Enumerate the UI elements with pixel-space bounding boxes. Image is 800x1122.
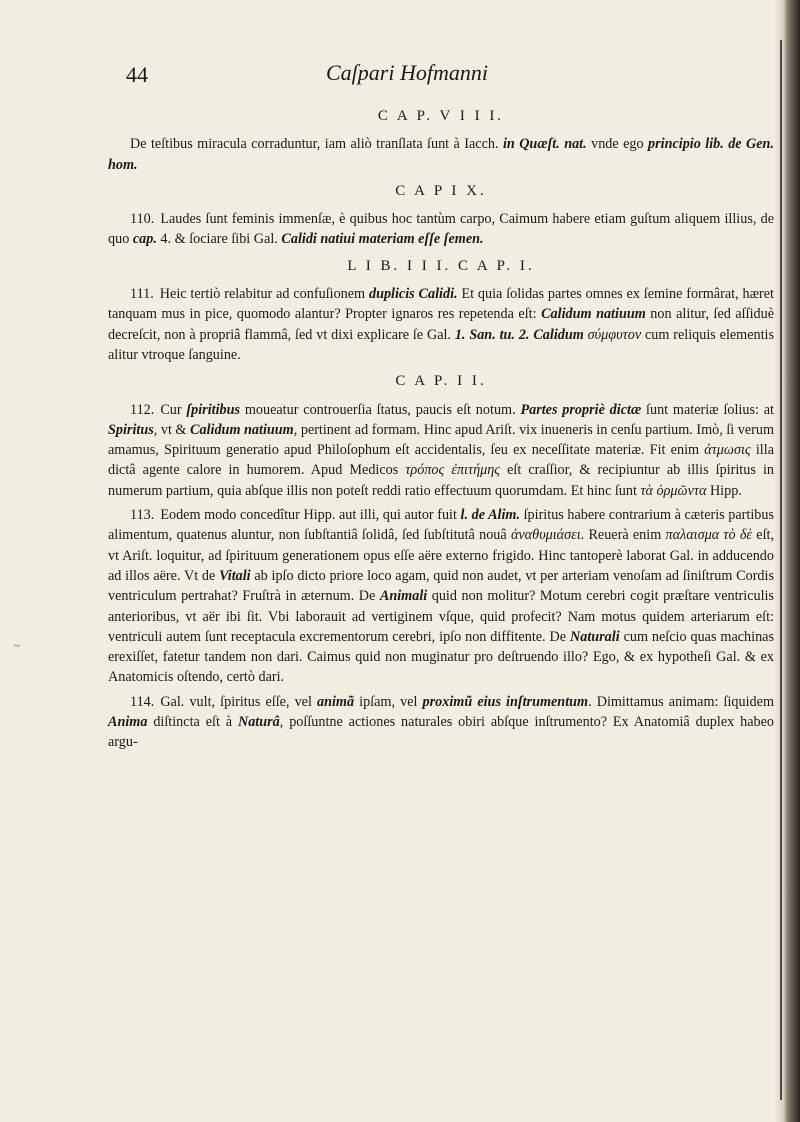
text-run: , poſſuntne actiones naturales obiri abſque inſtrumento? Ex Anatomiâ duplex habeo argu- [108, 714, 775, 751]
text-run: moueatur controuerſia ſtatus, paucis eſt notum. [240, 401, 521, 418]
italic-phrase: ſpiritibus [186, 401, 241, 418]
italic-phrase: Partes propriè dictæ [520, 401, 642, 418]
text-run: ſunt materiæ ſolius: at [641, 401, 774, 418]
paragraph-number: 113. [130, 507, 155, 524]
italic-phrase: Calidum [533, 326, 584, 343]
text-run: De teſtibus miracula corraduntur, iam aliò tranſlata ſunt à Iacch. [130, 136, 503, 153]
text-run: eſt craſſior, & recipiuntur ab illis ſpiritus in numerum partium, quia abſque illis non poteſt reddi ratio effectuum quorumdam. Et hinc ſunt [108, 462, 774, 499]
italic-phrase: proximũ eius inſtrumentum [422, 693, 589, 710]
italic-phrase: Naturâ [237, 714, 280, 731]
paragraph [108, 692, 774, 753]
text-run: Eodem modo concedîtur Hipp. aut illi, qui autor fuit [160, 507, 461, 524]
text-run: diſtincta eſt à [147, 714, 238, 731]
paragraph-number: 112. [130, 401, 155, 418]
greek-phrase: σύμφυτον [587, 326, 642, 343]
italic-phrase: Animali [379, 588, 428, 605]
greek-phrase: παλαισμα τὸ δὲ [665, 527, 753, 544]
italic-phrase: l. de Alim. [460, 507, 521, 524]
page-number: 44 [126, 62, 148, 87]
text-run: cum reliquis elementis alitur vtroque ſanguine. [108, 326, 775, 363]
text-run: Heic tertiò relabitur ad confuſionem [159, 286, 369, 303]
italic-phrase: Anima [108, 714, 148, 731]
italic-phrase: Calidum natiuum [541, 306, 646, 323]
text-run: illa dictâ agente calore in humorem. Apud Medicos [108, 442, 774, 479]
text-block [108, 100, 774, 757]
text-run: . Dimittamus animam: ſiquidem [588, 693, 774, 710]
greek-phrase: ἀτμωσις [704, 442, 751, 459]
italic-phrase: in Quæſt. nat. [502, 136, 587, 153]
text-run: eſt, vt Ariſt. loquitur, ad ſpirituum generationem opus eſſe aëre externo frigido. Hinc tantoperè laborat Gal. in adducendo ad illos aëre. Vt de [108, 527, 774, 584]
text-run: ipſam, vel [354, 693, 423, 710]
italic-phrase: Naturali [569, 628, 620, 645]
greek-phrase: τρόπος ἐπιτήμης [405, 462, 501, 479]
text-run: cum neſcio quas machinas erexiſſet, fatetur tandem non dari. Caimus quid non muginatur pro deſtruendo illo? Ego, & ex hypotheſi Gal. & ex Anatomicis oſtendo, certò dari. [108, 628, 774, 686]
text-run: ſpiritus habere contrarium à cæteris partibus alimentum, quatenus aluntur, non ſubſtantiâ ſolidâ, ſed ſubſtitutâ nouâ [108, 507, 774, 544]
italic-phrase: animã [317, 693, 355, 710]
text-run: . Reuerà enim [580, 527, 666, 544]
paragraph [108, 400, 774, 501]
chapter-heading: C A P. I I. [395, 373, 487, 390]
italic-phrase: 1. San. tu. 2. [454, 326, 530, 343]
text-run: non alitur, ſed aſſiduè decreſcit, non à propriâ flammâ, ſed vt dixi explicare ſe Gal. [108, 306, 774, 343]
paragraph-number: 111. [130, 286, 154, 303]
text-run: Et quia ſolidas partes omnes ex ſemine formârat, hæret tanquam mus in pice, quomodo alantur? Propter ignaros res repetenda eſt: [108, 286, 774, 323]
chapter-heading: C A P I X. [395, 182, 487, 199]
text-run: ab ipſo dicto priore loco agam, quid non audet, vt per arteriam venoſam ad ſiniſtrum Cordis ventriculum pertrahat? Fruſtrà in æternum. De [108, 567, 774, 605]
chapter-heading: C A P. V I I I. [377, 108, 505, 124]
running-title: Caſpari Hofmanni [326, 60, 488, 85]
text-run: quid non molitur? Motum cerebri cogit præſtare ventriculis anterioribus, vt aër ibi ſit. Vbi laborauit ad vertiginem vſque, quid profecit? Nam motus quidem arteriarum eſt: ventriculi autem ſunt receptacula excrementorum cerebri, ipſo non diffitente. De [108, 588, 774, 645]
greek-phrase: ἀναθυμιάσει [510, 527, 581, 544]
italic-phrase: duplicis Calidi. [368, 286, 458, 303]
italic-phrase: cap. [132, 231, 157, 248]
italic-phrase: Calidi natiui materiam eſſe ſemen. [281, 231, 484, 248]
text-run: Cur [160, 401, 187, 418]
text-run: vnde ego [586, 136, 649, 153]
text-run: , vt & [153, 421, 191, 438]
text-run: Laudes ſunt feminis immenſæ, è quibus hoc tantùm carpo, Caimum habere etiam guſtum aliquem illius, de quo [108, 211, 774, 248]
greek-phrase: τὰ ὁρμῶντα [640, 482, 707, 499]
margin-note: ~ [14, 640, 20, 652]
italic-phrase: Spiritus [108, 421, 154, 438]
paragraph-number: 110. [130, 211, 155, 228]
italic-phrase: Calidum natiuum [190, 421, 294, 438]
page-edge-shadow [774, 0, 800, 1122]
binding-line [780, 40, 782, 1100]
chapter-heading: L I B. I I I. C A P. I. [347, 257, 535, 274]
text-run: , pertinent ad formam. Hinc apud Ariſt. vix inueneris in cenſu partium. Imò, ſi verum amamus, Spirituum generatio apud Philoſophum eſt accidentalis, ſeu ex neceſſitate materiæ. Fit enim [108, 421, 775, 459]
italic-phrase: Vitali [219, 567, 251, 584]
text-run: 4. & ſociare ſibi Gal. [156, 231, 282, 248]
paragraph [108, 505, 774, 688]
paragraph-number: 114. [130, 693, 155, 710]
text-run: Gal. vult, ſpiritus eſſe, vel [160, 693, 317, 710]
paragraph [108, 284, 774, 365]
text-run: Hipp. [706, 482, 742, 499]
paragraph [108, 134, 774, 175]
paragraph [108, 209, 774, 250]
page-header [118, 60, 678, 90]
italic-phrase: principio lib. de Gen. hom. [108, 136, 774, 173]
